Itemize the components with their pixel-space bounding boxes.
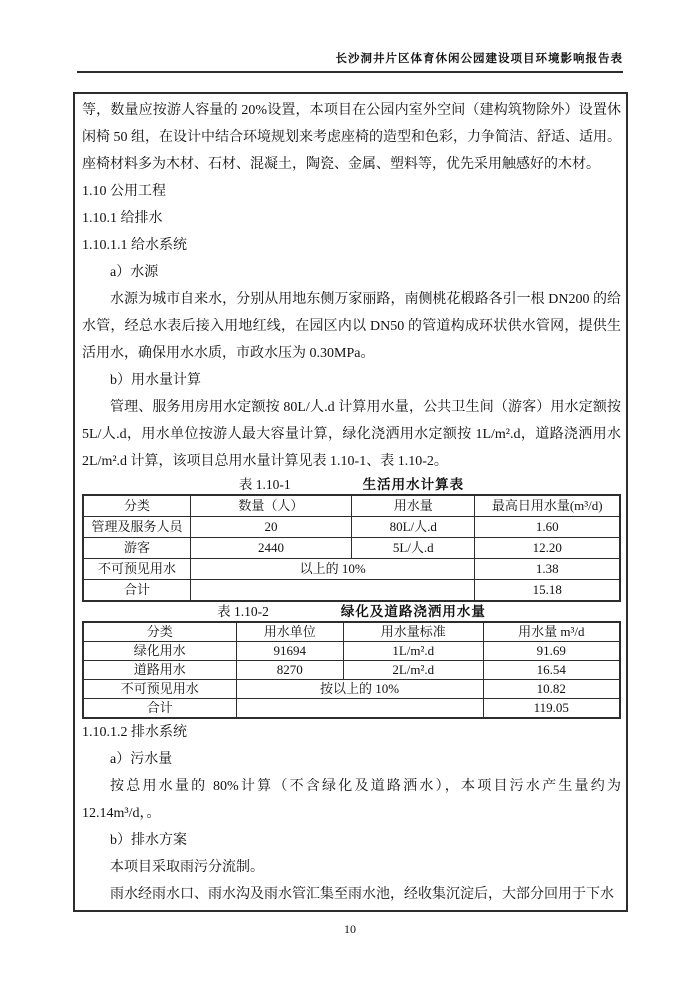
table-header-row — [83, 495, 620, 517]
cell: 合计 — [83, 699, 236, 719]
cell-merged — [236, 699, 483, 719]
subheading-drainage-plan: b）排水方案 — [110, 833, 187, 848]
cell-merged — [190, 580, 475, 602]
cell: 1.60 — [475, 517, 620, 538]
header-cell: 数量（人） — [190, 495, 351, 517]
header-title: 长沙洞井片区体育休闲公园建设项目环境影响报告表 — [335, 53, 623, 65]
subheading-sewage-volume: a）污水量 — [110, 752, 173, 767]
cell-merged: 按以上的 10% — [236, 680, 483, 699]
table-header-row — [83, 622, 620, 642]
heading-public-works: 1.10 公用工程 — [82, 184, 166, 199]
table1-label: 表 1.10-1 — [238, 477, 291, 492]
heading-water-supply-drainage: 1.10.1 给排水 — [82, 211, 163, 226]
cell: 15.18 — [475, 580, 620, 602]
table1-title — [82, 475, 621, 494]
running-header — [77, 50, 623, 73]
table2-label: 表 1.10-2 — [217, 604, 269, 619]
cell: 2440 — [190, 538, 351, 559]
cell: 20 — [190, 517, 351, 538]
header-cell: 分类 — [83, 622, 236, 642]
cell: 道路用水 — [83, 661, 236, 680]
content-box — [73, 92, 628, 912]
cell: 游客 — [83, 538, 190, 559]
paragraph-water-source: 水源为城市自来水，分别从用地东侧万家丽路，南侧桃花椴路各引一根 DN200 的给水管，经总水表后接入用地红线，在园区内以 DN50 的管道构成环状供水管网，提供生活用水，确保用水水质，市政水压为 0.30MPa。 — [82, 292, 621, 361]
cell: 119.05 — [483, 699, 620, 719]
table-greening-road-water — [82, 621, 621, 719]
cell: 8270 — [236, 661, 343, 680]
table-row — [83, 699, 620, 719]
cell: 不可预见用水 — [83, 680, 236, 699]
cell: 80L/人.d — [351, 517, 475, 538]
table-row — [83, 680, 620, 699]
page-footer — [0, 922, 700, 937]
table-row — [83, 517, 620, 538]
table-domestic-water — [82, 494, 621, 602]
table1-caption: 生活用水计算表 — [362, 477, 465, 492]
header-cell: 分类 — [83, 495, 190, 517]
paragraph-rainwater: 雨水经雨水口、雨水沟及雨水管汇集至雨水池，经收集沉淀后，大部分回用于下水 — [110, 887, 614, 902]
cell-merged: 以上的 10% — [190, 559, 475, 580]
cell: 91694 — [236, 642, 343, 661]
table-row — [83, 642, 620, 661]
header-cell: 用水量 m³/d — [483, 622, 620, 642]
cell: 5L/人.d — [351, 538, 475, 559]
header-cell: 用水量标准 — [343, 622, 483, 642]
cell: 绿化用水 — [83, 642, 236, 661]
cell: 1.38 — [475, 559, 620, 580]
cell: 1L/m².d — [343, 642, 483, 661]
table-row — [83, 538, 620, 559]
heading-drainage-system: 1.10.1.2 排水系统 — [82, 725, 187, 740]
header-cell: 用水量 — [351, 495, 475, 517]
subheading-water-calc: b）用水量计算 — [110, 373, 201, 388]
heading-water-supply-system: 1.10.1.1 给水系统 — [82, 238, 187, 253]
cell: 10.82 — [483, 680, 620, 699]
table-row — [83, 661, 620, 680]
header-cell: 用水单位 — [236, 622, 343, 642]
cell: 管理及服务人员 — [83, 517, 190, 538]
cell: 2L/m².d — [343, 661, 483, 680]
header-cell: 最高日用水量(m³/d) — [475, 495, 620, 517]
cell: 16.54 — [483, 661, 620, 680]
table2-title — [82, 602, 621, 621]
paragraph-rain-sewage-separation: 本项目采取雨污分流制。 — [110, 860, 264, 875]
page-number: 10 — [344, 922, 356, 936]
cell: 91.69 — [483, 642, 620, 661]
cell: 12.20 — [475, 538, 620, 559]
table2-caption: 绿化及道路浇洒用水量 — [340, 604, 486, 619]
cell: 不可预见用水 — [83, 559, 190, 580]
paragraph-seating: 等，数量应按游人容量的 20%设置，本项目在公园内室外空间（建构筑物除外）设置休闲椅 50 组，在设计中结合环境规划来考虑座椅的造型和色彩，力争简洁、舒适、适用。座椅材料多为木材、石材、混凝土，陶瓷、金属、塑料等，优先采用触感好的木材。 — [82, 103, 621, 172]
cell: 合计 — [83, 580, 190, 602]
paragraph-sewage: 按总用水量的 80%计算（不含绿化及道路洒水），本项目污水产生量约为 12.14m³/d，。 — [82, 779, 621, 821]
table-row — [83, 559, 620, 580]
subheading-water-source: a）水源 — [110, 265, 159, 280]
table-row — [83, 580, 620, 602]
paragraph-water-calc: 管理、服务用房用水定额按 80L/人.d 计算用水量，公共卫生间（游客）用水定额按 5L/人.d，用水单位按游人最大容量计算，绿化浇洒用水定额按 1L/m².d，道路浇洒用水 2L/m².d 计算，该项目总用水量计算见表 1.10-1、表 1.10-2。 — [82, 400, 621, 469]
